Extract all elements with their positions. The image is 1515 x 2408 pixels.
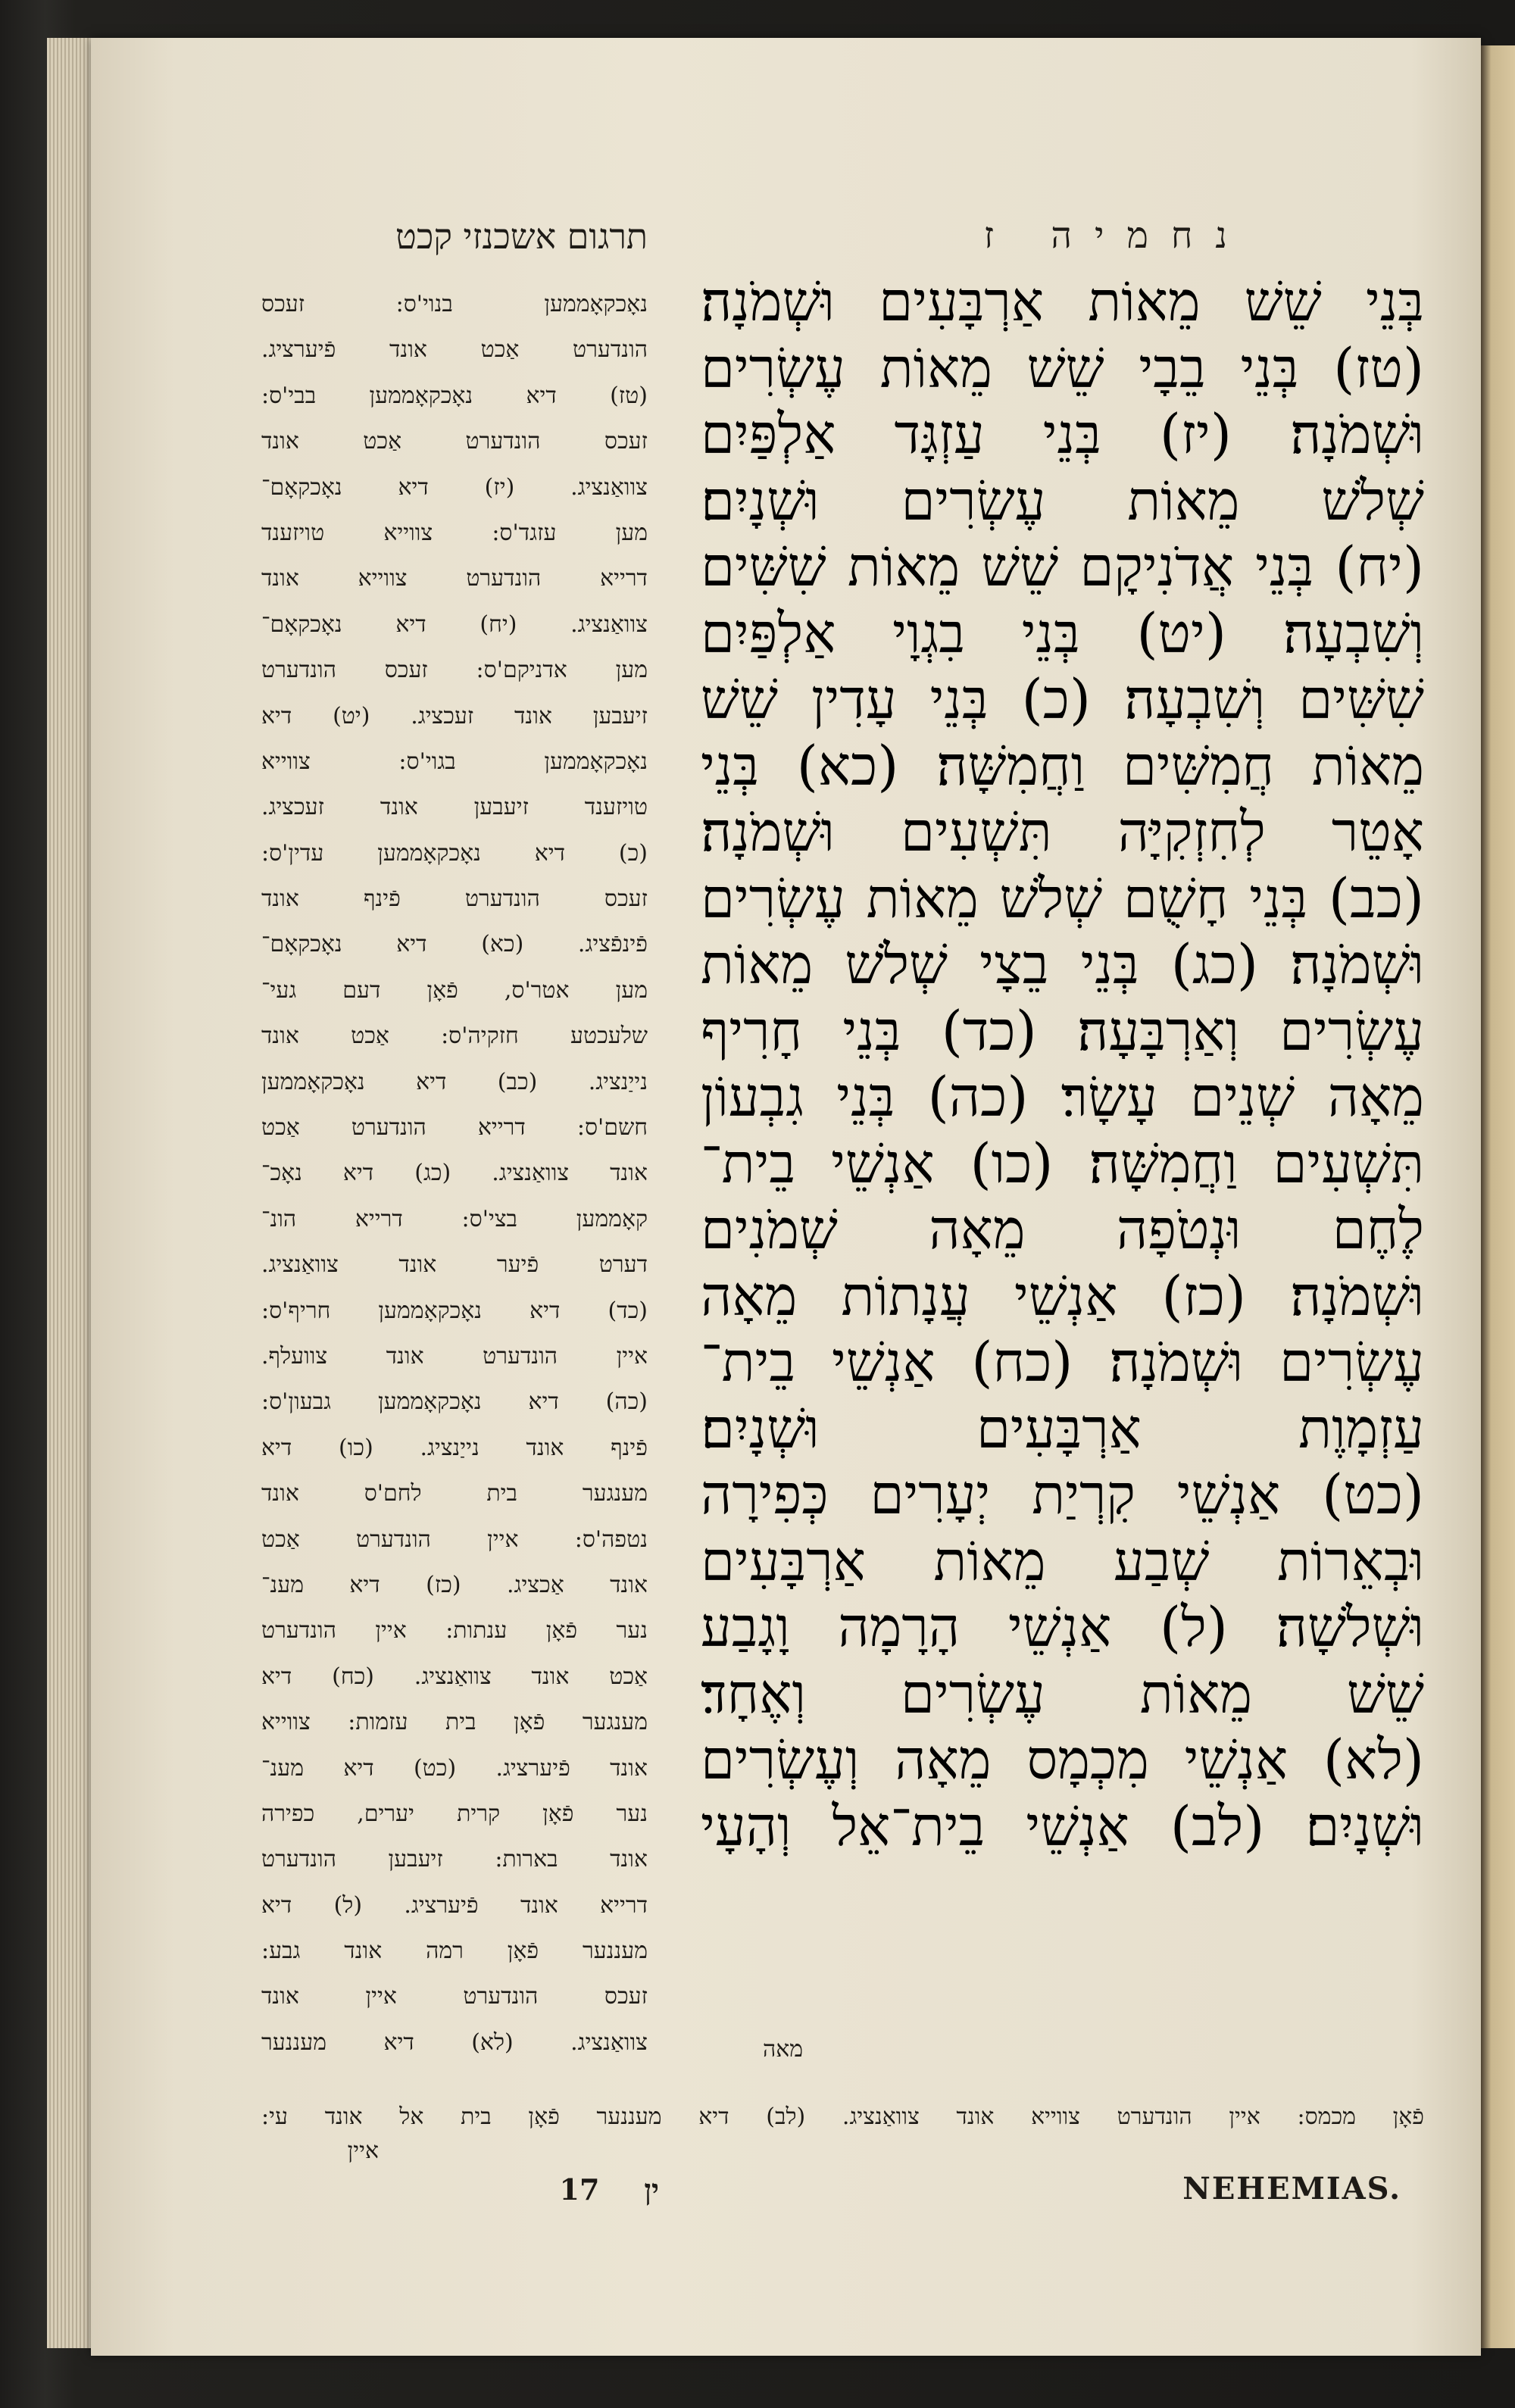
hebrew-text-line: וּשְׁמֹנָה׃ (כג) בְּנֵי בֵצָי שְׁלֹשׁ מֵאוֹת (701, 932, 1424, 996)
hebrew-text-line: שְׁלֹשׁ מֵאוֹת עֶשְׂרִים וּשְׁנָיִם׃ (701, 468, 1424, 533)
hebrew-text-line: מֵאָה שְׁנֵים עָשָׂר׃ (כה) בְּנֵי גִבְעוֹן (701, 1065, 1424, 1129)
hebrew-text-line: שִׁשִּׁים וְשִׁבְעָה׃ (כ) בְּנֵי עָדִין שֵׁשׁ (701, 667, 1424, 731)
hebrew-text-line: (כב) בְּנֵי חָשֻׁם שְׁלֹשׁ מֵאוֹת עֶשְׂרִים (701, 866, 1424, 930)
yiddish-text-line: אונד פֿיערציג. (כט) דיא מענ־ (261, 1754, 648, 1782)
yiddish-text-line: פֿינפֿציג. (כא) דיא נאָכקאָם־ (261, 931, 648, 958)
yiddish-text-line: זעכס הונדערט אַכט אונד (261, 428, 648, 455)
yiddish-text-line: חשם'ס: דרייא הונדערט אַכט (261, 1114, 648, 1142)
hebrew-header: נחמיה ז (983, 214, 1250, 257)
hebrew-text-line: (כט) אַנְשֵׁי קִרְיַת יְעָרִים כְּפִירָה (701, 1463, 1424, 1526)
yiddish-text-line: אַכט אונד צוואַנציג. (כח) דיא (261, 1663, 648, 1690)
yiddish-text-line: (כ) דיא נאָכקאָממען עדין'ס: (261, 839, 648, 867)
hebrew-text-line: (טז) בְּנֵי בֵבָי שֵׁשׁ מֵאוֹת עֶשְׂרִים (701, 336, 1424, 400)
yiddish-text-line: אונד בארות: זיעבען הונדערט (261, 1846, 648, 1873)
yiddish-text-line: זיעבען אונד זעכציג. (יט) דיא (261, 702, 648, 729)
hebrew-text-line: וּשְׁמֹנָה׃ (יז) בְּנֵי עַזְגָּד אַלְפַּיִם (701, 402, 1424, 466)
hebrew-text-line: (יח) בְּנֵי אֲדֹנִיקָם שֵׁשׁ מֵאוֹת שִׁשִּׁים (701, 535, 1424, 598)
yiddish-text-line: נאָכקאָממען בגוי'ס: צווייא (261, 748, 648, 775)
hebrew-text-line: בְּנֵי שֵׁשׁ מֵאוֹת אַרְבָּעִים וּשְׁמֹנָה׃ (701, 270, 1424, 333)
yiddish-footer-line: פֿאָן מכמס: איין הונדערט צווייא אונד צוואַנציג. (לב) דיא מעננער פֿאָן בית אל אונד עי: (261, 2103, 1424, 2130)
yiddish-text-line: נטפה'ס: איין הונדערט אַכט (261, 1526, 648, 1553)
yiddish-text-line: הונדערט אַכט אונד פֿיערציג. (261, 336, 648, 364)
running-title: NEHEMIAS. (1182, 2171, 1401, 2207)
hebrew-text-line: וּשְׁמֹנָה׃ (כז) אַנְשֵׁי עֲנָתוֹת מֵאָה (701, 1263, 1424, 1328)
yiddish-text-line: צוואַנציג. (יח) דיא נאָכקאָם־ (261, 611, 648, 638)
yiddish-text-line: נער פֿאָן ענתות: איין הונדערט (261, 1617, 648, 1644)
yiddish-text-column (261, 282, 648, 2066)
hebrew-catchword: מאה (762, 2036, 803, 2063)
signature-hebrew: ין (644, 2172, 659, 2207)
hebrew-text-line: מֵאוֹת חֲמִשִּׁים וַחֲמִשָּׁה׃ (כא) בְּנֵי (701, 733, 1424, 798)
yiddish-text-line: איין הונדערט אונד צוועלף. (261, 1342, 648, 1370)
yiddish-text-line: נאָכקאָממען בנוי'ס: זעכס (261, 291, 648, 317)
yiddish-text-line: טויזענד זיעבען אונד זעכציג. (261, 794, 648, 821)
yiddish-catchword: איין (347, 2138, 379, 2164)
yiddish-text-line: מען עזגד'ס: צווייא טויזענד (261, 519, 648, 546)
yiddish-text-line: אונד צוואַנציג. (כג) דיא נאָכ־ (261, 1160, 648, 1187)
yiddish-text-line: דערט פֿיער אונד צוואַנציג. (261, 1251, 648, 1279)
yiddish-text-line: מען אדניקם'ס: זעכס הונדערט (261, 657, 648, 684)
yiddish-text-line: מען אטר'ס, פֿאָן דעם געי־ (261, 976, 648, 1004)
yiddish-text-line: אונד אַכציג. (כז) דיא מענ־ (261, 1571, 648, 1598)
signature-number: 17 (559, 2172, 600, 2207)
yiddish-text-line: (טז) דיא נאָכקאָממען בבי'ס: (261, 382, 648, 409)
yiddish-text-line: מעננער פֿאָן רמה אונד גבע: (261, 1938, 648, 1965)
next-page-edge (1481, 45, 1515, 2348)
hebrew-text-column (701, 269, 1424, 1860)
hebrew-text-line: תִּשְׁעִים וַחֲמִשָּׁה׃ (כו) אַנְשֵׁי בֵית־ (701, 1131, 1424, 1195)
yiddish-text-line: צוואַנציג. (יז) דיא נאָכקאָם־ (261, 473, 648, 501)
yiddish-text-line: מענגער פֿאָן בית עזמות: צווייא (261, 1709, 648, 1736)
hebrew-text-line: וְשִׁבְעָה׃ (יט) בְּנֵי בִגְוָי אַלְפַּיִם (701, 601, 1424, 665)
hebrew-text-line: שֵׁשׁ מֵאוֹת עֶשְׂרִים וְאֶחָד׃ (701, 1661, 1424, 1726)
hebrew-text-line: אָטֵר לְחִזְקִיָּה תִּשְׁעִים וּשְׁמֹנָה׃ (701, 800, 1424, 864)
hebrew-text-line: וּבְאֵרוֹת שְׁבַע מֵאוֹת אַרְבָּעִים (701, 1529, 1424, 1593)
yiddish-text-line: נייַנציג. (כב) דיא נאָכקאָממען (261, 1068, 648, 1095)
yiddish-header: תרגום אשכנזי קכט (395, 216, 648, 257)
hebrew-text-line: עֶשְׂרִים וּשְׁמֹנָה׃ (כח) אַנְשֵׁי בֵית־ (701, 1330, 1424, 1394)
yiddish-text-line: שלעכטע חזקיה'ס: אַכט אונד (261, 1023, 648, 1050)
hebrew-text-line: וּשְׁנָיִם׃ (לב) אַנְשֵׁי בֵית־אֵל וְהָעָי (701, 1794, 1424, 1858)
hebrew-text-line: וּשְׁלֹשָׁה׃ (ל) אַנְשֵׁי הָרָמָה וָגָבַע (701, 1595, 1424, 1659)
yiddish-text-line: פֿינף אונד נייַנציג. (כו) דיא (261, 1434, 648, 1461)
yiddish-text-line: (כה) דיא נאָכקאָממען גבעון'ס: (261, 1388, 648, 1416)
yiddish-text-line: קאָממען בצי'ס: דרייא הונ־ (261, 1205, 648, 1232)
hebrew-text-line: לֶחֶם וּנְטֹפָה מֵאָה שְׁמֹנִים (701, 1198, 1424, 1261)
yiddish-text-line: דרייא אונד פֿיערציג. (ל) דיא (261, 1891, 648, 1919)
yiddish-text-line: זעכס הונדערט איין אונד (261, 1983, 648, 2010)
yiddish-text-line: נער פֿאָן קרית יערים, כפירה (261, 1800, 648, 1827)
hebrew-text-line: (לא) אַנְשֵׁי מִכְמָס מֵאָה וְעֶשְׂרִים (701, 1728, 1424, 1791)
hebrew-text-line: עַזְמָוֶת אַרְבָּעִים וּשְׁנָיִם׃ (701, 1396, 1424, 1460)
hebrew-text-line: עֶשְׂרִים וְאַרְבָּעָה׃ (כד) בְּנֵי חָרִיף (701, 998, 1424, 1063)
yiddish-text-line: דרייא הונדערט צווייא אונד (261, 565, 648, 592)
yiddish-text-line: (כד) דיא נאָכקאָממען חריף'ס: (261, 1297, 648, 1324)
yiddish-text-line: צוואַנציג. (לא) דיא מעננער (261, 2029, 648, 2056)
yiddish-text-line: זעכס הונדערט פֿינף אונד (261, 885, 648, 913)
yiddish-text-line: מענגער בית לחם'ס אונד (261, 1480, 648, 1507)
